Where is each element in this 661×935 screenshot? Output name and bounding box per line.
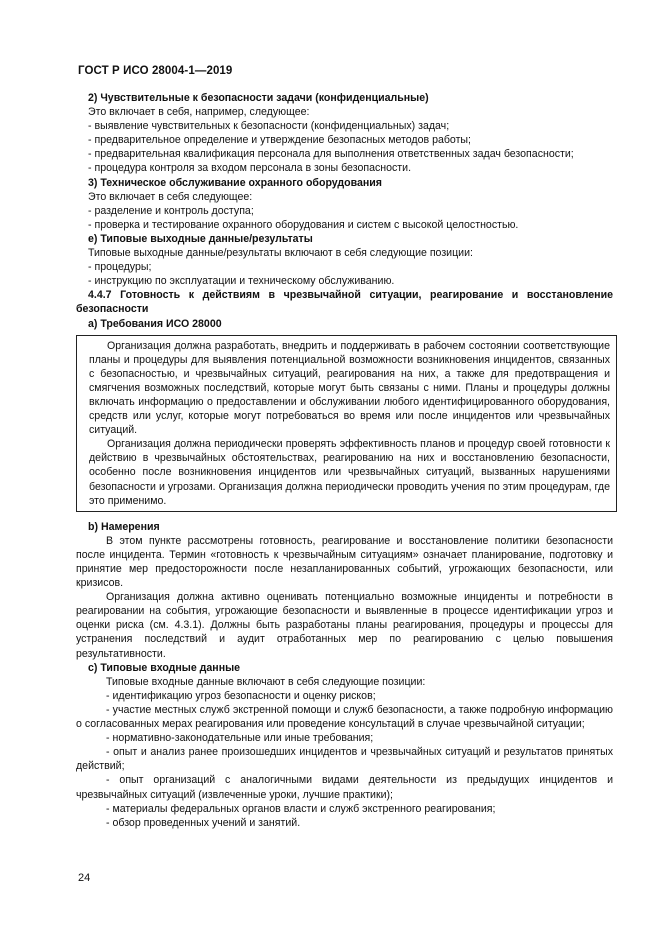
paragraph: Организация должна активно оценивать потенциально возможные инциденты и потребности в реагировании на события, угрожающие безопасности и выявленные в процессе идентификации угроз и оценки риска (см. 4.3.1). Должны быть разработаны планы реагирования, процедуры и процессы для устранения последствий и аудит отработанных мер по реагированию с целью повышения результативности.: [76, 591, 613, 660]
list-item: - инструкцию по эксплуатации и техническому обслуживанию.: [88, 275, 395, 288]
list-item: - опыт и анализ ранее произошедших инцидентов и чрезвычайных ситуаций и результатов принятых действий;: [76, 746, 613, 773]
paragraph: В этом пункте рассмотрены готовность, реагирование и восстановление политики безопасности после инцидента. Термин «готовность к чрезвычайным ситуациям» означает планирование, подготовку и принятие мер предосторожности после незапланированных событий, угрожающих безопасности, или кризисов.: [76, 534, 613, 590]
list-item: - предварительная квалификация персонала для выполнения ответственных задач безопасности;: [88, 148, 574, 161]
paragraph: Типовые входные данные включают в себя следующие позиции:: [106, 675, 426, 688]
document-body: [76, 91, 613, 830]
list-item: - опыт организаций с аналогичными видами деятельности из предыдущих инцидентов и чрезвычайных ситуаций (извлеченные уроки, лучшие практики);: [76, 774, 613, 801]
clause-heading: 4.4.7 Готовность к действиям в чрезвычайной ситуации, реагирование и восстановление безопасности: [76, 289, 613, 316]
paragraph: Это включает в себя, например, следующее:: [88, 106, 310, 119]
subsection-heading: c) Типовые входные данные: [88, 661, 241, 674]
box-paragraph: Организация должна разработать, внедрить и поддерживать в рабочем состоянии соответствующие планы и процедуры для выявления потенциальной возможности возникновения инцидентов, связанных с безопасностью, и чрезвычайных ситуаций, реагирования на них, а также для предотвращения и смягчения возможных последствий, которые могут быть связаны с ними. Планы и процедуры должны включать информацию о предоставлении и обслуживании любого идентифицированного оборудования, средств или услуг, которые могут потребоваться во время или после инцидентов или чрезвычайных ситуаций.: [89, 339, 610, 437]
list-item: - процедура контроля за входом персонала в зоны безопасности.: [88, 162, 412, 175]
section-heading: 2) Чувствительные к безопасности задачи (конфиденциальные): [88, 92, 429, 104]
list-item: - предварительное определение и утверждение безопасных методов работы;: [88, 134, 471, 147]
box-paragraph: Организация должна периодически проверять эффективность планов и процедур своей готовности к действию в чрезвычайных обстоятельствах, реагированию на них и восстановлению безопасности, особенно после возникновения инцидентов или чрезвычайных ситуаций, вызванных нарушениями безопасности и угрозами. Организация должна периодически проводить учения по этим процедурам, где это применимо.: [89, 438, 610, 507]
list-item: - нормативно-законодательные или иные требования;: [106, 732, 374, 745]
page-number: 24: [78, 872, 91, 884]
paragraph: Типовые выходные данные/результаты включают в себя следующие позиции:: [88, 247, 473, 260]
list-item: - процедуры;: [88, 261, 152, 274]
list-item: - обзор проведенных учений и занятий.: [106, 816, 301, 829]
paragraph: Это включает в себя следующее:: [88, 190, 253, 203]
list-item: - выявление чувствительных к безопасности (конфиденциальных) задач;: [88, 120, 450, 133]
section-heading: e) Типовые выходные данные/результаты: [88, 232, 313, 245]
list-item: - разделение и контроль доступа;: [88, 204, 254, 217]
subsection-heading: b) Намерения: [88, 520, 160, 533]
list-item: - материалы федеральных органов власти и служб экстренного реагирования;: [106, 802, 496, 815]
section-heading: 3) Техническое обслуживание охранного оборудования: [88, 176, 382, 189]
requirements-box: [76, 335, 617, 512]
list-item: - участие местных служб экстренной помощи и служб безопасности, а также подробную информацию о согласованных мерах реагирования или проведение консультаций в случае чрезвычайной ситуации;: [76, 703, 613, 731]
subsection-heading: a) Требования ИСО 28000: [88, 317, 222, 330]
list-item: - проверка и тестирование охранного оборудования и систем с высокой целостностью.: [88, 218, 519, 231]
document-header: ГОСТ Р ИСО 28004-1—2019: [78, 65, 233, 77]
list-item: - идентификацию угроз безопасности и оценку рисков;: [106, 689, 376, 702]
